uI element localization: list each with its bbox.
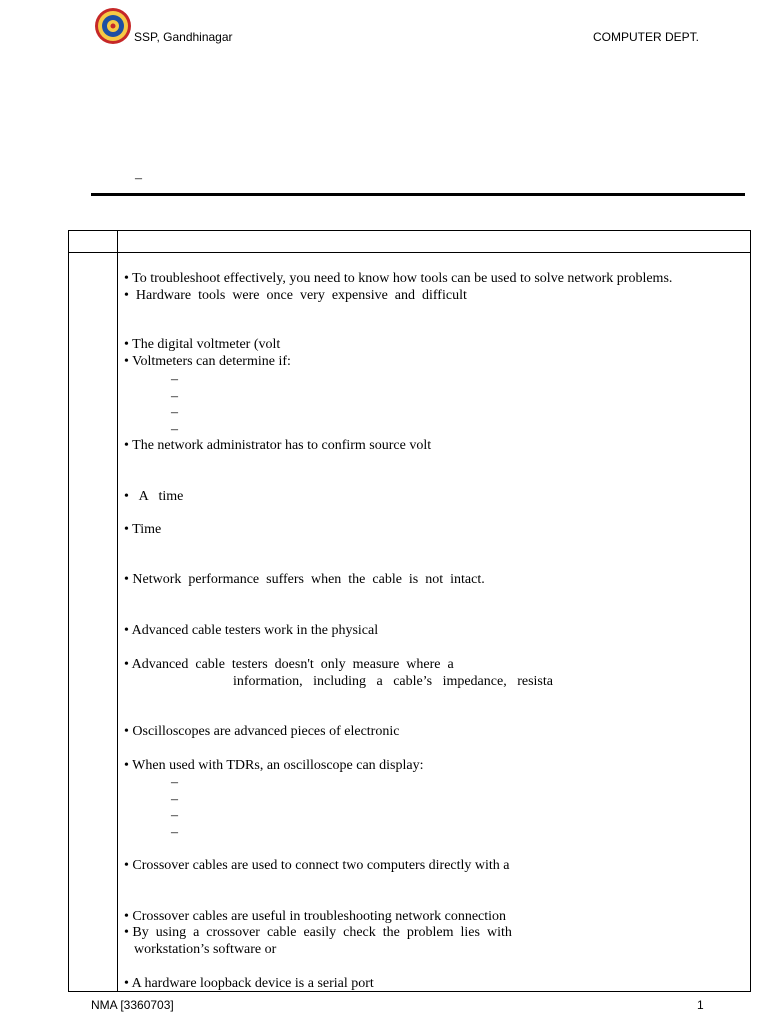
body-line: – <box>171 372 178 387</box>
body-line: • Voltmeters can determine if: <box>124 354 291 369</box>
title-dash: – <box>135 171 142 186</box>
course-code: NMA [3360703] <box>91 998 174 1012</box>
body-line: • Time <box>124 522 162 537</box>
body-line: • Network performance suffers when the cable is not intact. <box>124 572 485 587</box>
body-line: • Crossover cables are used to connect two computers directly with a <box>124 858 510 873</box>
body-line: • Oscilloscopes are advanced pieces of electronic <box>124 724 400 739</box>
body-line: • Hardware tools were once very expensive and difficult <box>124 288 467 303</box>
table-header-row-divider <box>68 252 751 253</box>
body-line: • Advanced cable testers doesn't only measure where a <box>124 657 454 672</box>
body-line: • The digital voltmeter (volt <box>124 337 281 352</box>
body-line: • Crossover cables are useful in troubleshooting network connection <box>124 909 507 924</box>
header-rule <box>91 193 745 196</box>
body-line: – <box>171 389 178 404</box>
body-line: – <box>171 792 178 807</box>
department-name: COMPUTER DEPT. <box>593 30 700 44</box>
body-line: • A time <box>124 489 184 504</box>
body-line: • When used with TDRs, an oscilloscope can display: <box>124 758 424 773</box>
body-line: information, including a cable’s impedance, resista <box>233 674 553 689</box>
table-column-divider <box>117 230 118 992</box>
body-line: • Advanced cable testers work in the physical <box>124 623 379 638</box>
body-line: • To troubleshoot effectively, you need to know how tools can be used to solve network problems. <box>124 271 673 286</box>
body-line: – <box>171 775 178 790</box>
body-line: • By using a crossover cable easily check the problem lies with <box>124 925 512 940</box>
body-line: • The network administrator has to confirm source volt <box>124 438 432 453</box>
body-line: • A hardware loopback device is a serial port <box>124 976 374 991</box>
body-line: workstation’s software or <box>134 942 277 957</box>
body-line: – <box>171 422 178 437</box>
institute-name: SSP, Gandhinagar <box>134 30 233 44</box>
page-number: 1 <box>697 998 704 1012</box>
body-line: – <box>171 405 178 420</box>
body-line: – <box>171 825 178 840</box>
body-line: – <box>171 808 178 823</box>
college-logo <box>94 7 132 45</box>
